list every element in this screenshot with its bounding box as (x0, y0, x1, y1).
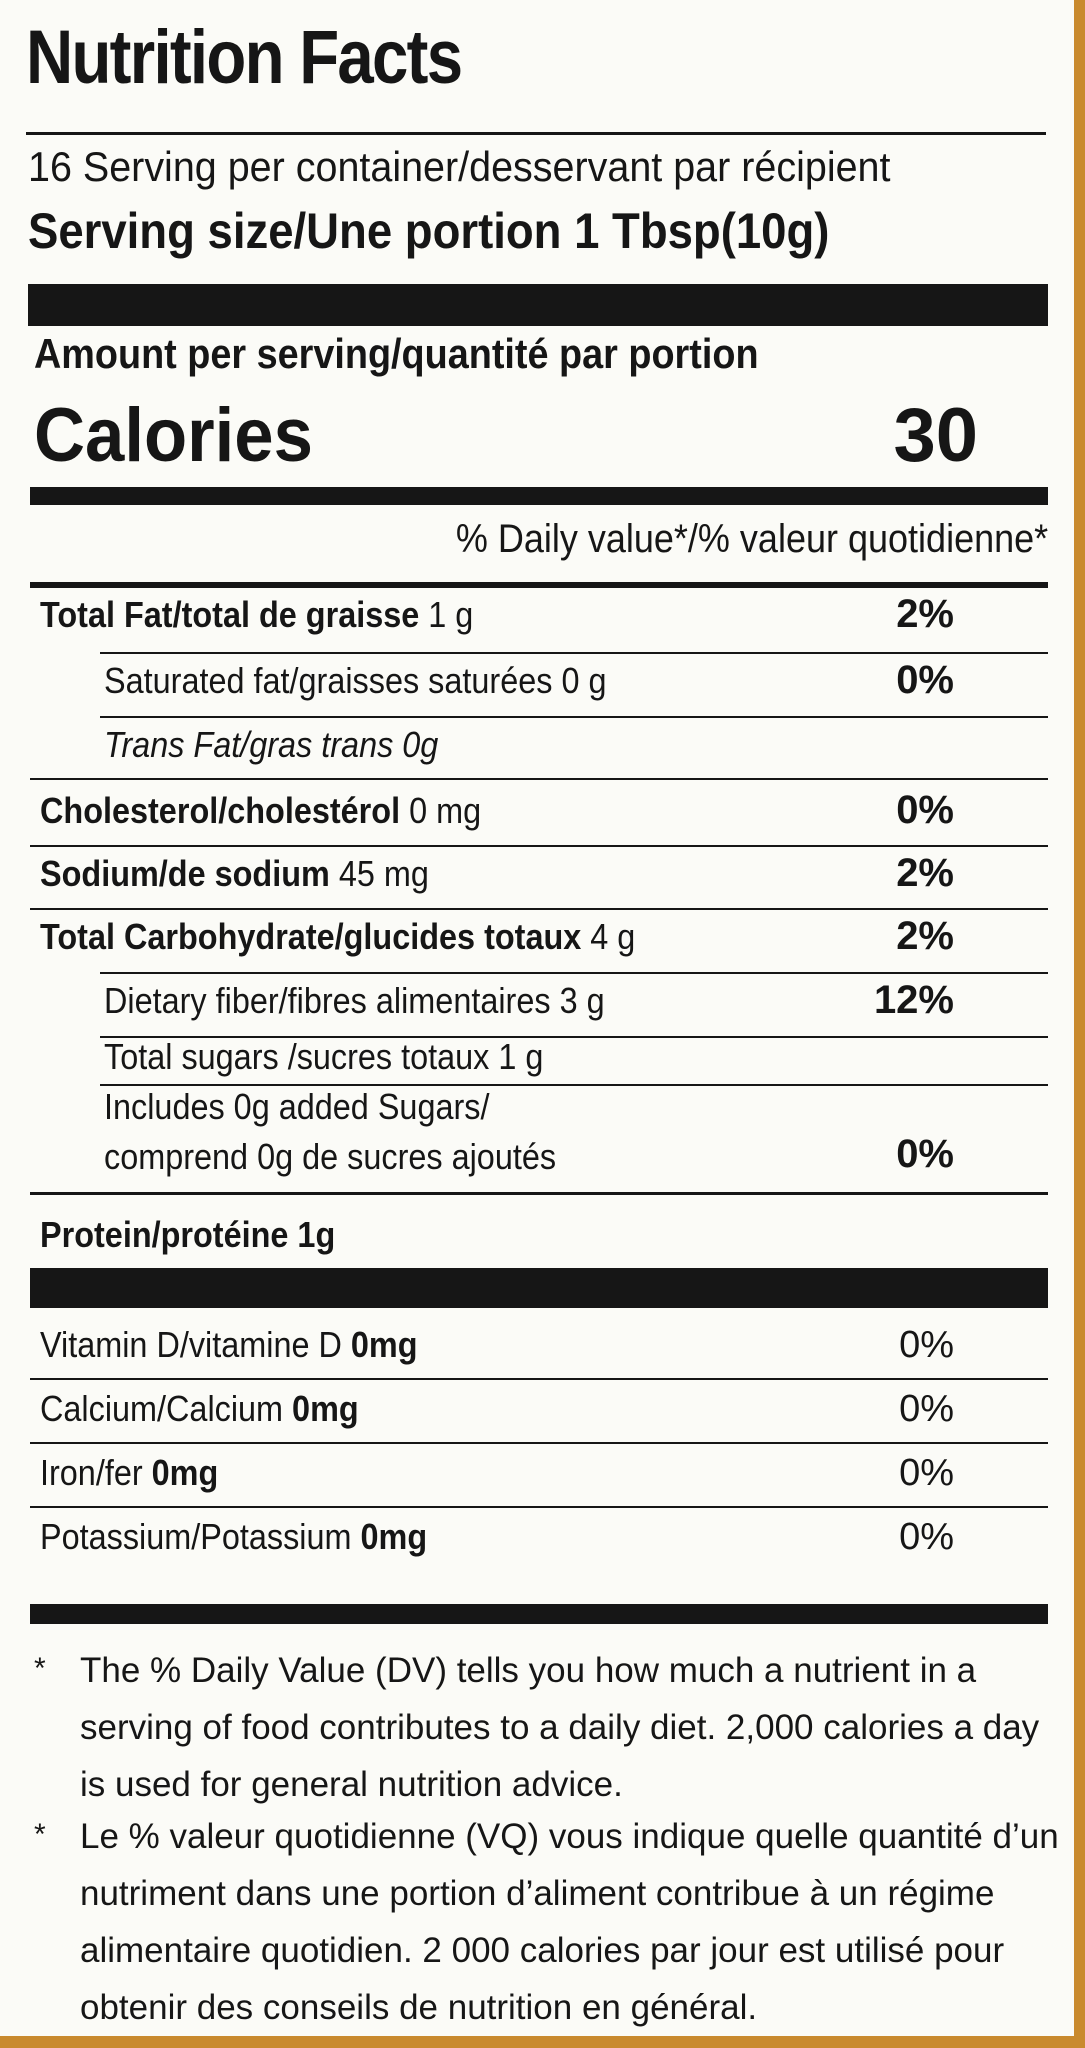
daily-value-header: % Daily value*/% valeur quotidienne* (455, 517, 1048, 561)
nutrient-name: Sodium/de sodium (40, 853, 330, 894)
nutrient-name: Total sugars /sucres totaux (104, 1036, 490, 1077)
row-divider (30, 1506, 1048, 1508)
vitamin-row-calcium (40, 1388, 359, 1430)
row-divider (30, 1192, 1048, 1195)
nutrient-row-added-sugars-line1: Includes 0g added Sugars/ (104, 1086, 490, 1127)
nutrient-name: Trans Fat/gras trans 0g (104, 724, 439, 765)
amount-per-serving: Amount per serving/quantité par portion (34, 330, 759, 377)
label-title: Nutrition Facts (26, 15, 462, 100)
nutrient-name: Total Fat/total de graisse (40, 594, 420, 635)
row-divider (100, 716, 1048, 718)
vitamin-dv: 0% (899, 1452, 954, 1494)
servings-per-container: 16 Serving per container/desservant par récipient (28, 143, 891, 190)
nutrient-amount: 1 g (489, 1036, 544, 1077)
nutrient-dv: 2% (896, 851, 954, 895)
nutrient-name: Protein/protéine (40, 1214, 289, 1255)
nutrient-dv: 0% (896, 1132, 954, 1176)
vitamin-row-vitamin-d (40, 1324, 418, 1366)
title-divider (26, 132, 1046, 135)
nutrient-amount: 0 mg (400, 790, 482, 831)
nutrient-dv: 0% (896, 788, 954, 832)
vitamin-name: Vitamin D/vitamine D (40, 1324, 351, 1365)
nutrient-amount: 0 g (552, 660, 607, 701)
calories-label: Calories (34, 393, 313, 478)
row-divider (100, 652, 1048, 654)
nutrient-row-sodium (40, 853, 429, 895)
serving-size: Serving size/Une portion 1 Tbsp(10g) (28, 203, 830, 259)
nutrient-dv: 2% (896, 592, 954, 636)
nutrient-dv: 0% (896, 658, 954, 702)
nutrient-dv: 12% (873, 978, 954, 1022)
vitamin-dv: 0% (899, 1516, 954, 1558)
row-divider (30, 1442, 1048, 1444)
nutrient-amount: 4 g (581, 916, 636, 957)
thick-bar-top (28, 284, 1048, 326)
row-divider (30, 1378, 1048, 1380)
vitamin-name: Iron/fer (40, 1452, 152, 1493)
nutrient-name: Cholesterol/cholestérol (40, 790, 401, 831)
row-divider (30, 908, 1048, 910)
vitamin-amount: 0mg (350, 1324, 418, 1365)
vitamin-dv: 0% (899, 1324, 954, 1366)
calories-value: 30 (893, 393, 978, 478)
nutrient-row-protein (40, 1214, 335, 1256)
footnote-star-en: * (34, 1652, 46, 1685)
footnote-star-fr: * (34, 1818, 46, 1851)
nutrient-name: Dietary fiber/fibres alimentaires (104, 980, 551, 1021)
footnote-english: The % Daily Value (DV) tells you how much a nutrient in a serving of food contributes to a daily diet. 2,000 calories a day is used for general nutrition advice. (80, 1651, 1040, 1804)
vitamin-amount: 0mg (360, 1516, 428, 1557)
nutrient-dv: 2% (896, 914, 954, 958)
vitamin-amount: 0mg (151, 1452, 219, 1493)
nutrient-name: Total Carbohydrate/glucides totaux (40, 916, 582, 957)
nutrient-row-saturated-fat (104, 660, 606, 702)
row-divider (100, 972, 1048, 974)
row-divider (30, 845, 1048, 847)
thick-bar-footer (30, 1604, 1048, 1624)
nutrient-amount: 45 mg (329, 853, 429, 894)
nutrient-amount: 1g (288, 1214, 336, 1255)
vitamin-row-potassium (40, 1516, 427, 1558)
vitamin-dv: 0% (899, 1388, 954, 1430)
vitamin-name: Potassium/Potassium (40, 1516, 361, 1557)
vitamin-amount: 0mg (292, 1388, 359, 1429)
vitamin-row-iron (40, 1452, 218, 1494)
nutrient-row-total-fat (40, 594, 473, 636)
nutrient-amount: 3 g (550, 980, 605, 1021)
nutrient-row-total-sugars (104, 1036, 543, 1078)
nutrient-row-added-sugars-line2: comprend 0g de sucres ajoutés (104, 1136, 557, 1177)
footnote-french: Le % valeur quotidienne (VQ) vous indique quelle quantité d’un nutriment dans une portion d’aliment contribue à un régime alimentaire quotidien. 2 000 calories par jour est utilisé pour obtenir des conseils de nutrition en général. (80, 1817, 1059, 2027)
nutrient-row-trans-fat (104, 724, 438, 766)
nutrient-row-cholesterol (40, 790, 481, 832)
thick-bar-protein (30, 1268, 1048, 1308)
nutrient-row-dietary-fiber (104, 980, 605, 1022)
vitamin-name: Calcium/Calcium (40, 1388, 293, 1429)
nutrient-amount: 1 g (419, 594, 474, 635)
row-divider (30, 778, 1048, 780)
nutrient-row-total-carbohydrate (40, 916, 635, 958)
dv-header-divider (30, 582, 1048, 588)
thick-bar-calories (30, 487, 1048, 505)
nutrient-name: Saturated fat/graisses saturées (104, 660, 553, 701)
